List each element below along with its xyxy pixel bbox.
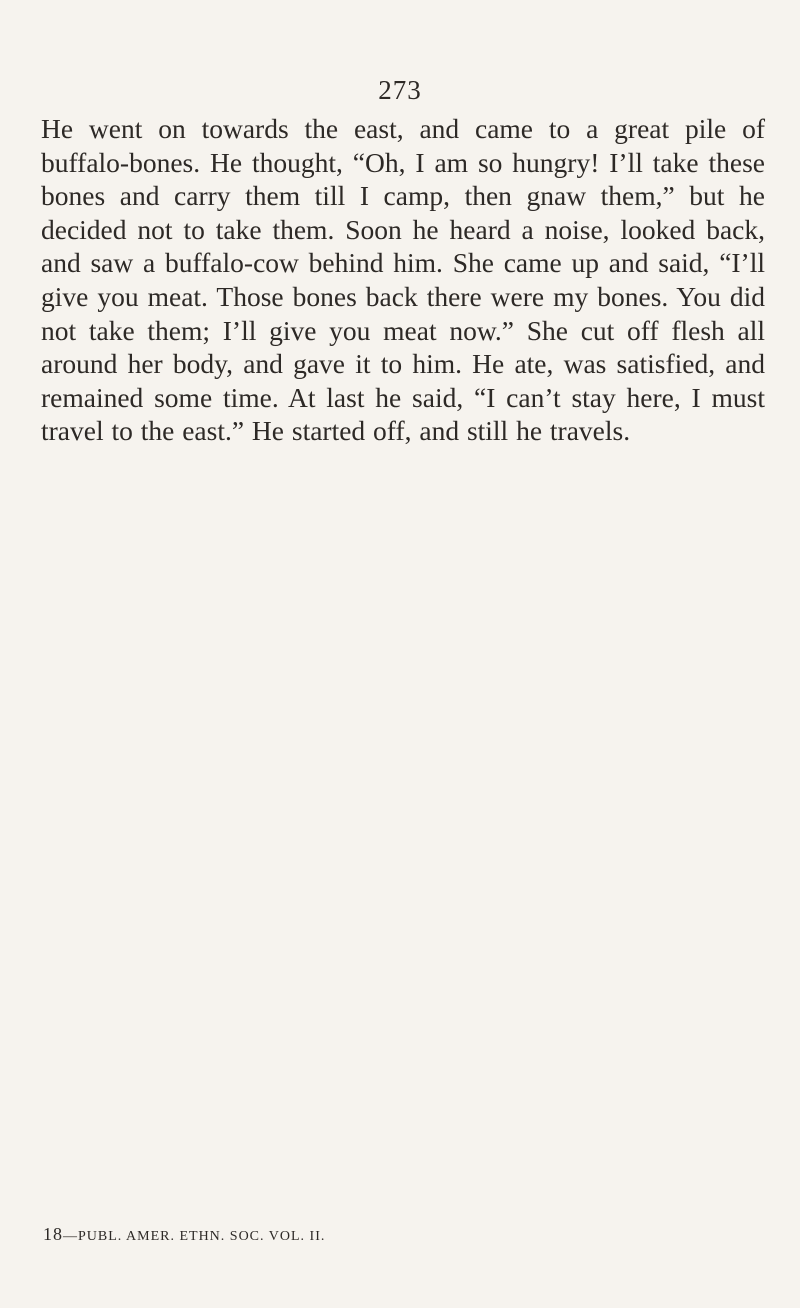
body-paragraph: He went on towards the east, and came to a great pile of buffalo-bones. He thought, “Oh, I am so hungry! I’ll take these bones and carry them till I camp, then gnaw them,” but he decided not to take them. Soon he heard a noise, looked back, and saw a buffalo-cow behind him. She came up and said, “I’ll give you meat. Those bones back there were my bones. You did not take them; I’ll give you meat now.” She cut off flesh all around her body, and gave it to him. He ate, was satisfied, and remained some time. At last he said, “I can’t stay here, I must travel to the east.” He started off, and still he travels. bbox=[41, 113, 765, 447]
page-number: 273 bbox=[378, 75, 422, 105]
footer-imprint bbox=[43, 1224, 543, 1247]
publication-line: —PUBL. AMER. ETHN. SOC. VOL. II. bbox=[63, 1229, 326, 1244]
signature-mark: 18 bbox=[43, 1224, 63, 1244]
